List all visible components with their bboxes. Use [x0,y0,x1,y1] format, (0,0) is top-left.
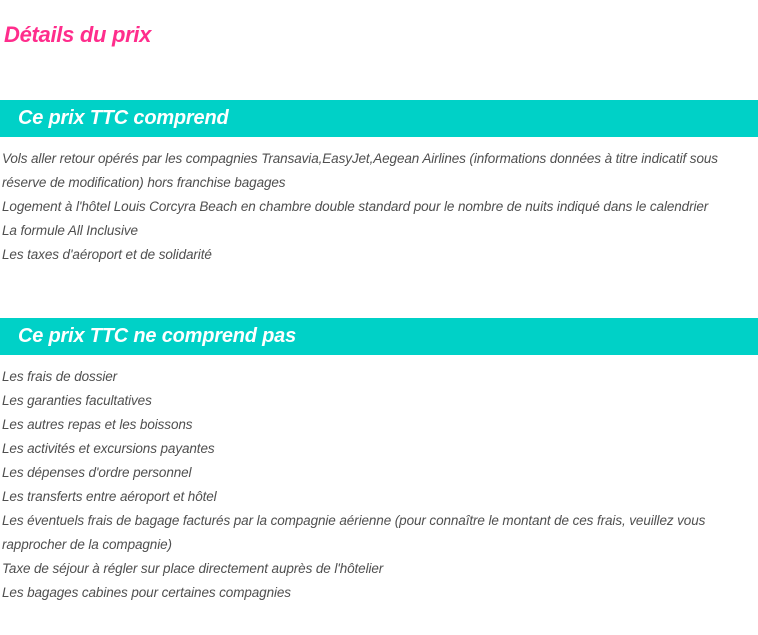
price-details-page [0,21,758,635]
section-includes-header-bar [0,100,758,137]
list-item: Les transferts entre aéroport et hôtel [2,489,217,504]
list-item: Taxe de séjour à régler sur place directement auprès de l'hôtelier [2,561,384,576]
page-title: Détails du prix [4,22,152,47]
list-item: Logement à l'hôtel Louis Corcyra Beach en chambre double standard pour le nombre de nuits indiqué dans le calendrier [2,199,709,214]
list-item: La formule All Inclusive [2,223,138,238]
section-excludes-heading: Ce prix TTC ne comprend pas [18,325,296,347]
section-excludes-list [0,355,742,605]
list-item: Les éventuels frais de bagage facturés par la compagnie aérienne (pour connaître le montant de ces frais, veuillez vous rapprocher de la compagnie) [2,513,706,552]
section-includes-heading: Ce prix TTC comprend [18,107,229,129]
section-price-excludes [0,318,758,605]
list-item: Vols aller retour opérés par les compagnies Transavia,EasyJet,Aegean Airlines (informations données à titre indicatif sous réserve de modification) hors franchise bagages [2,151,718,190]
list-item: Les bagages cabines pour certaines compagnies [2,585,291,600]
section-price-includes [0,100,758,267]
list-item: Les autres repas et les boissons [2,417,193,432]
list-item: Les dépenses d'ordre personnel [2,465,192,480]
list-item: Les activités et excursions payantes [2,441,215,456]
list-item: Les frais de dossier [2,369,118,384]
section-includes-list [0,137,742,267]
list-item: Les garanties facultatives [2,393,152,408]
list-item: Les taxes d'aéroport et de solidarité [2,247,212,262]
section-excludes-header-bar [0,318,758,355]
